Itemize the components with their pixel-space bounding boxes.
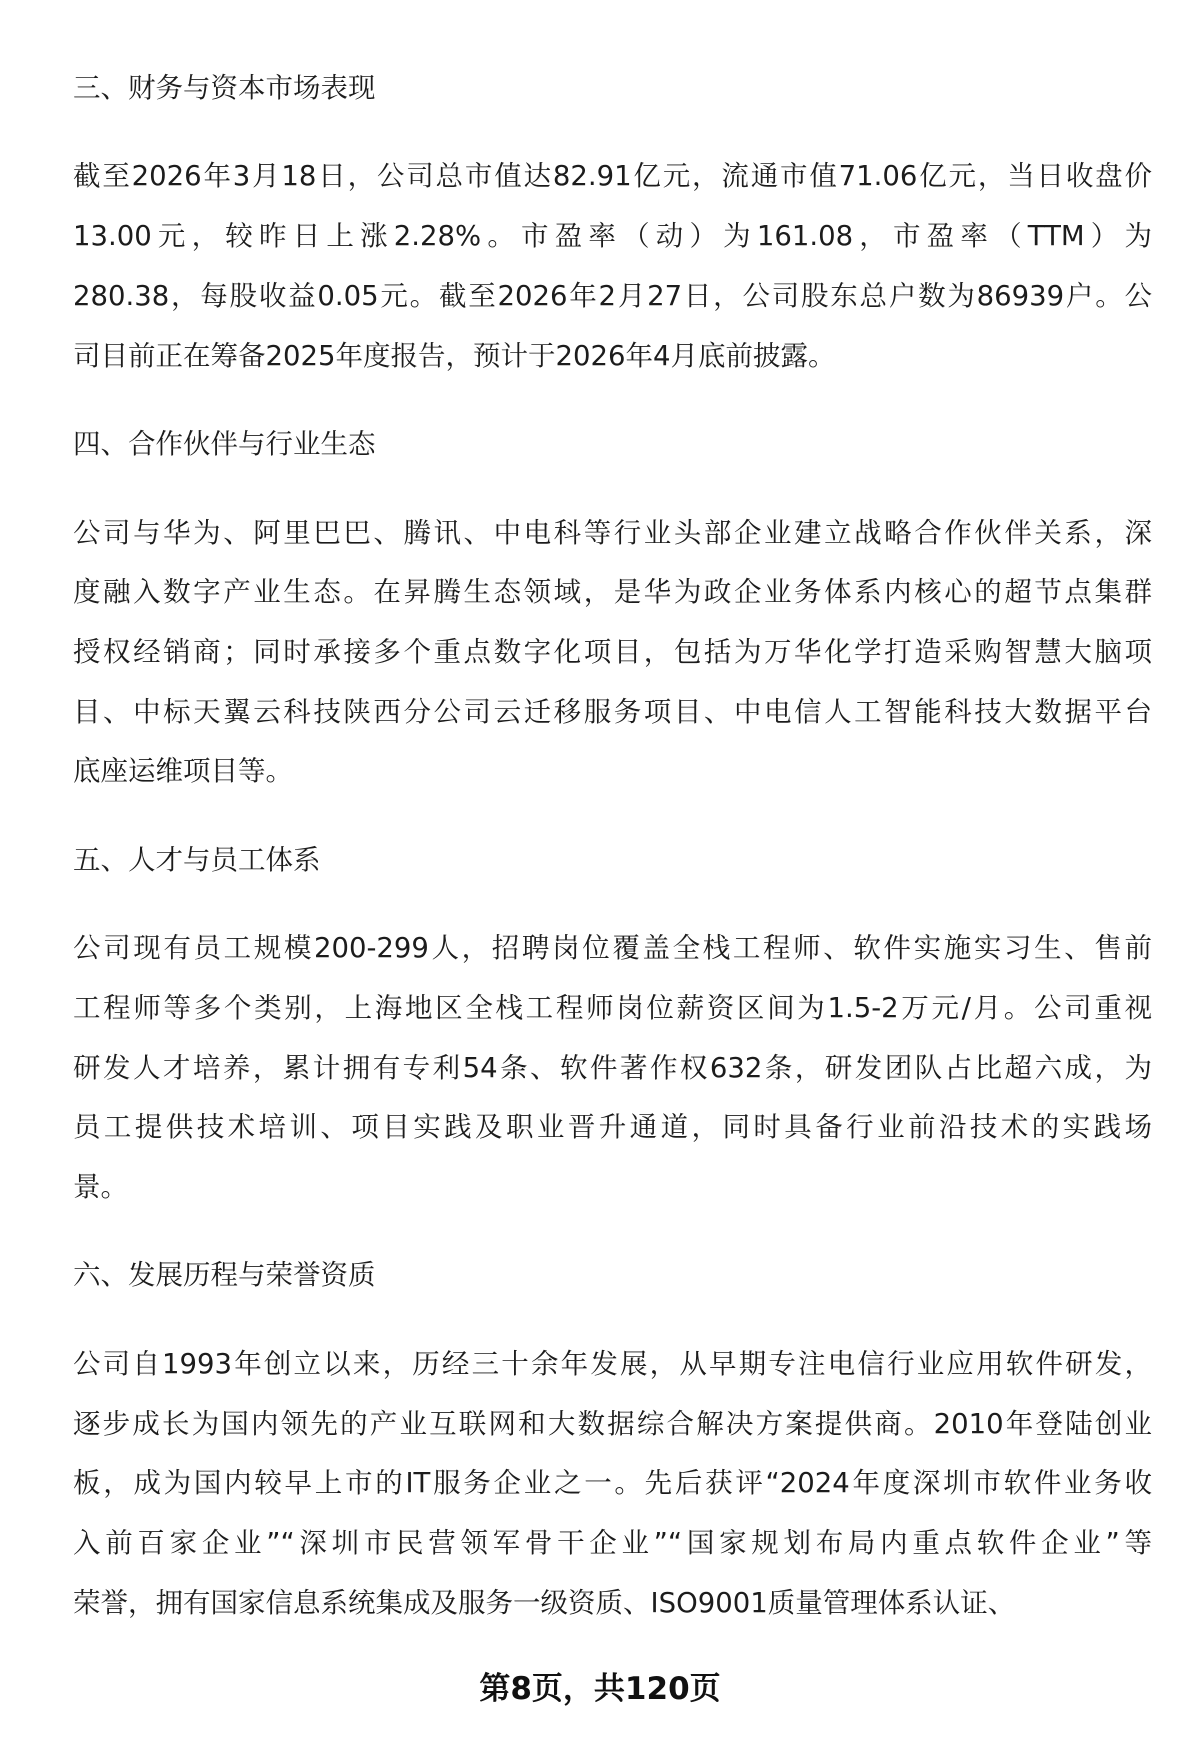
paragraph-line: 底座运维项目等。 <box>73 755 293 788</box>
paragraph-line: 员工提供技术培训、项目实践及职业晋升通道，同时具备行业前沿技术的实践场 <box>73 1111 1152 1144</box>
paragraph-line: 景。 <box>73 1170 128 1203</box>
paragraph-line: 入前百家企业”“深圳市民营领军骨干企业”“国家规划布局内重点软件企业”等 <box>73 1527 1152 1560</box>
section-heading: 六、发展历程与荣誉资质 <box>73 1259 376 1292</box>
paragraph-line: 度融入数字产业生态。在昇腾生态领域，是华为政企业务体系内核心的超节点集群 <box>73 576 1152 609</box>
paragraph-line: 公司现有员工规模200-299人，招聘岗位覆盖全栈工程师、软件实施实习生、售前 <box>73 932 1152 965</box>
paragraph-line: 工程师等多个类别，上海地区全栈工程师岗位薪资区间为1.5-2万元/月。公司重视 <box>73 991 1152 1024</box>
section-partners-ecosystem <box>73 415 1152 802</box>
paragraph-line: 公司自1993年创立以来，历经三十余年发展，从早期专注电信行业应用软件研发， <box>73 1347 1152 1380</box>
page-number-footer: 第8页，共120页 <box>479 1671 721 1707</box>
section-talent-staff <box>73 831 1152 1218</box>
paragraph-line: 荣誉，拥有国家信息系统集成及服务一级资质、ISO9001质量管理体系认证、 <box>73 1586 1016 1619</box>
paragraph-line: 13.00元，较昨日上涨2.28%。市盈率（动）为161.08，市盈率（TTM）为 <box>73 220 1152 253</box>
paragraph-line: 截至2026年3月18日，公司总市值达82.91亿元，流通市值71.06亿元，当日收盘价 <box>73 160 1152 193</box>
paragraph-line: 逐步成长为国内领先的产业互联网和大数据综合解决方案提供商。2010年登陆创业 <box>73 1407 1152 1440</box>
section-financial-market <box>73 59 1152 386</box>
paragraph-line: 公司与华为、阿里巴巴、腾讯、中电科等行业头部企业建立战略合作伙伴关系，深 <box>73 516 1152 549</box>
paragraph <box>73 919 1152 1217</box>
paragraph <box>73 147 1152 386</box>
paragraph-line: 司目前正在筹备2025年度报告，预计于2026年4月底前披露。 <box>73 339 836 372</box>
document-body <box>73 59 1152 1662</box>
paragraph-line: 授权经销商；同时承接多个重点数字化项目，包括为万华化学打造采购智慧大脑项 <box>73 635 1152 668</box>
paragraph <box>73 1335 1152 1633</box>
section-heading: 四、合作伙伴与行业生态 <box>73 428 376 461</box>
section-history-honors <box>73 1246 1152 1633</box>
paragraph <box>73 504 1152 802</box>
section-heading: 三、财务与资本市场表现 <box>73 72 376 104</box>
paragraph-line: 280.38，每股收益0.05元。截至2026年2月27日，公司股东总户数为86939户。公 <box>73 279 1152 312</box>
paragraph-line: 板，成为国内较早上市的IT服务企业之一。先后获评“2024年度深圳市软件业务收 <box>73 1467 1152 1500</box>
section-heading: 五、人才与员工体系 <box>73 843 321 876</box>
paragraph-line: 目、中标天翼云科技陕西分公司云迁移服务项目、中电信人工智能科技大数据平台 <box>73 695 1152 728</box>
paragraph-line: 研发人才培养，累计拥有专利54条、软件著作权632条，研发团队占比超六成，为 <box>73 1051 1152 1084</box>
